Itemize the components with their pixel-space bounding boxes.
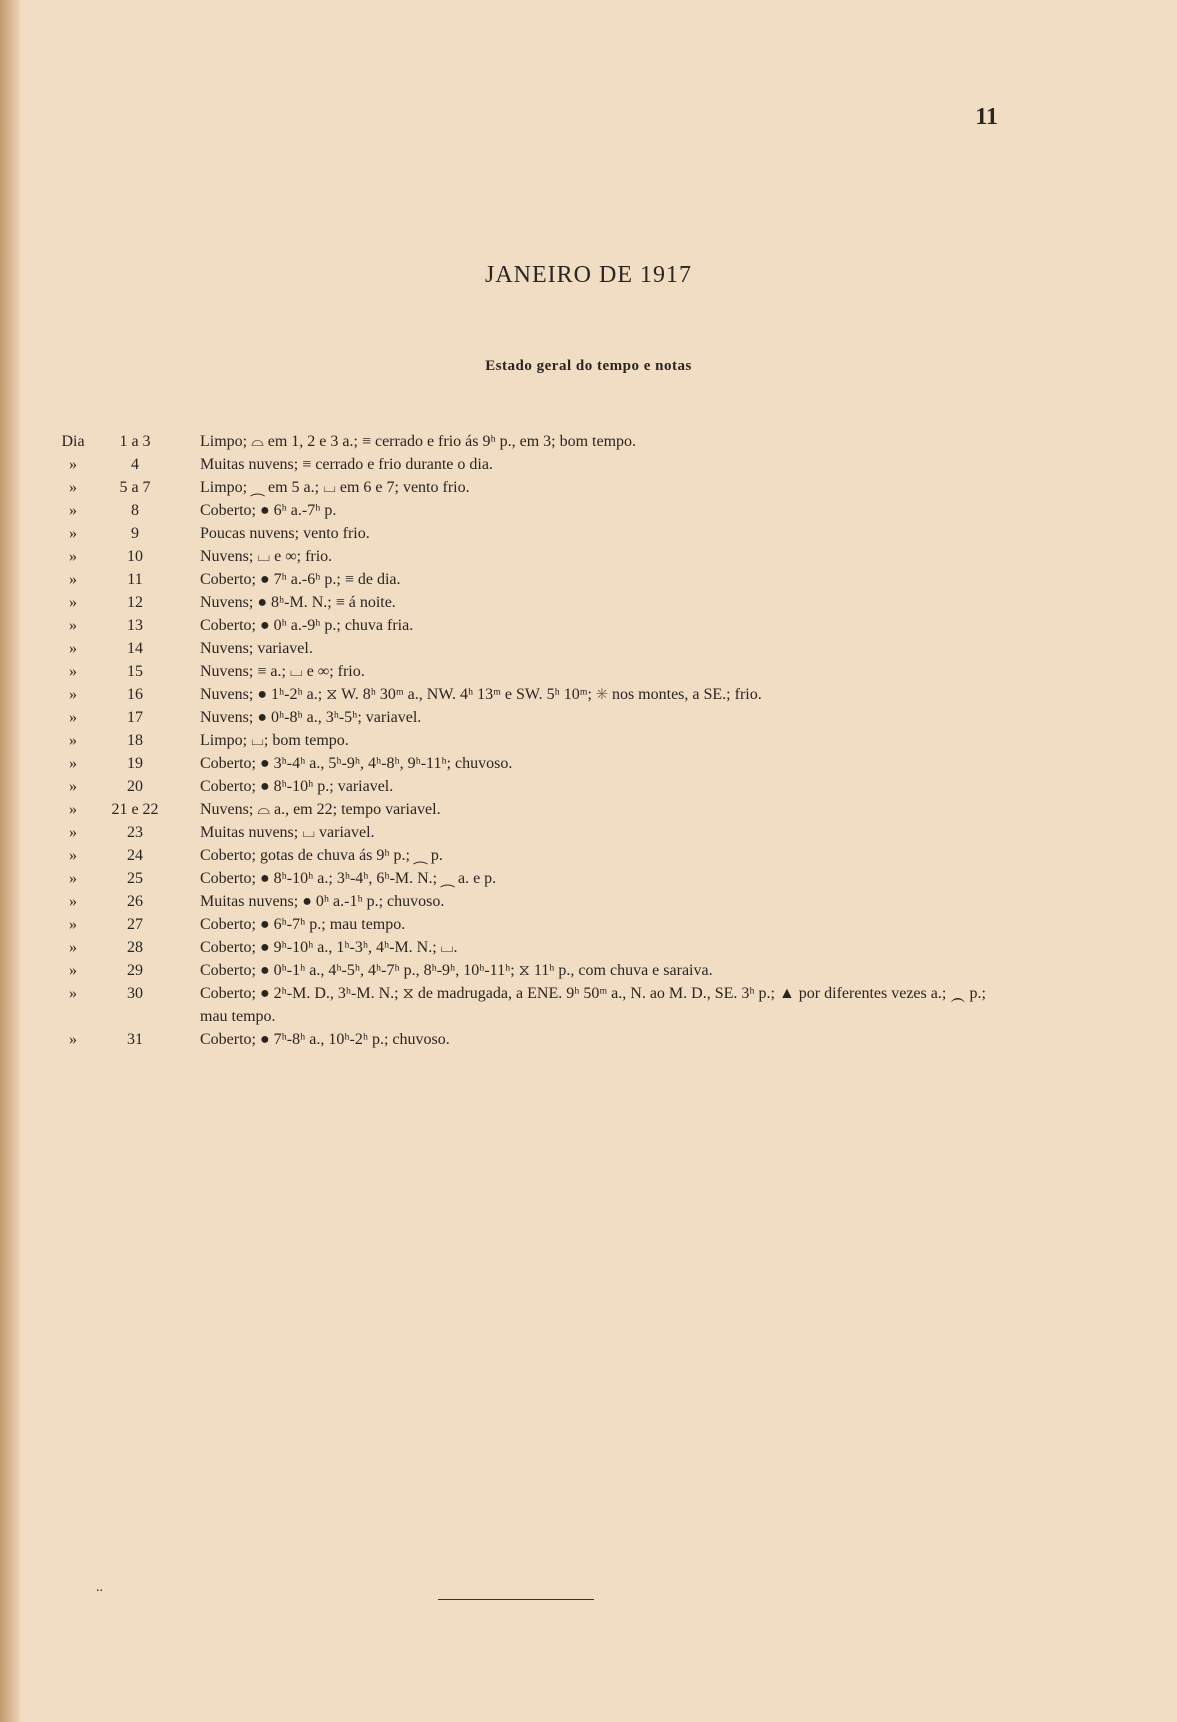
entry-marker: Dia (61, 433, 85, 450)
entry-marker: » (69, 571, 77, 588)
entry-day: 4 (131, 456, 139, 473)
entry-marker: » (69, 502, 77, 519)
entry-day: 19 (127, 755, 143, 772)
entry-marker: » (69, 870, 77, 887)
entry-marker: » (69, 962, 77, 979)
entry-description: Coberto; ● 7ʰ a.-6ʰ p.; ≡ de dia. (200, 571, 401, 588)
entry-marker: » (69, 916, 77, 933)
entry-day: 9 (131, 525, 139, 542)
list-item (0, 522, 1177, 545)
entry-marker: » (69, 709, 77, 726)
list-item (0, 591, 1177, 614)
list-item (0, 545, 1177, 568)
entry-description: Coberto; ● 6ʰ a.-7ʰ p. (200, 502, 337, 519)
entry-day: 21 e 22 (111, 801, 159, 818)
list-item (0, 936, 1177, 959)
entry-marker: » (69, 617, 77, 634)
entry-day: 23 (127, 824, 143, 841)
page-number: 11 (975, 104, 998, 130)
list-item (0, 1028, 1177, 1051)
entry-marker: » (69, 479, 77, 496)
entry-day: 14 (127, 640, 143, 657)
entry-description: Nuvens; ● 0ʰ-8ʰ a., 3ʰ-5ʰ; variavel. (200, 709, 422, 726)
list-item (0, 844, 1177, 867)
entry-description: Coberto; ● 7ʰ-8ʰ a., 10ʰ-2ʰ p.; chuvoso. (200, 1031, 450, 1048)
entry-description: Muitas nuvens; ⌴ variavel. (200, 824, 375, 841)
entry-day: 31 (127, 1031, 143, 1048)
list-item (0, 798, 1177, 821)
entry-description: Nuvens; ● 1ʰ-2ʰ a.; ⧖ W. 8ʰ 30ᵐ a., NW. 4ʰ 13ᵐ e SW. 5ʰ 10ᵐ; ✳ nos montes, a SE.; frio. (200, 686, 762, 703)
entry-marker: » (69, 778, 77, 795)
entry-marker: » (69, 801, 77, 818)
entry-marker: » (69, 594, 77, 611)
entry-day: 30 (127, 985, 143, 1002)
list-item (0, 453, 1177, 476)
entry-description: Nuvens; ≡ a.; ⌴ e ∞; frio. (200, 663, 365, 680)
entry-day: 20 (127, 778, 143, 795)
list-item (0, 568, 1177, 591)
entry-day: 24 (127, 847, 143, 864)
list-item (0, 982, 1177, 1028)
entry-marker: » (69, 456, 77, 473)
entry-description: Muitas nuvens; ● 0ʰ a.-1ʰ p.; chuvoso. (200, 893, 445, 910)
list-item (0, 683, 1177, 706)
entry-marker: » (69, 732, 77, 749)
entry-marker: » (69, 640, 77, 657)
list-item (0, 660, 1177, 683)
entry-day: 1 a 3 (119, 433, 151, 450)
entry-description: Coberto; ● 2ʰ-M. D., 3ʰ-M. N.; ⧖ de madrugada, a ENE. 9ʰ 50ᵐ a., N. ao M. D., SE. 3ʰ p.; ▲ por diferentes vezes a.; ⁔ p.; mau tempo. (200, 985, 986, 1025)
entry-description: Limpo; ⁔ em 5 a.; ⌴ em 6 e 7; vento frio. (200, 479, 470, 496)
entry-description: Nuvens; variavel. (200, 640, 313, 657)
entry-day: 18 (127, 732, 143, 749)
entry-description: Muitas nuvens; ≡ cerrado e frio durante o dia. (200, 456, 493, 473)
list-item (0, 637, 1177, 660)
entry-description: Limpo; ⌴; bom tempo. (200, 732, 349, 749)
entry-marker: » (69, 548, 77, 565)
list-item (0, 430, 1177, 453)
list-item (0, 775, 1177, 798)
entry-day: 11 (127, 571, 143, 588)
footer-marks: .. (96, 1580, 103, 1595)
entry-day: 27 (127, 916, 143, 933)
entry-day: 28 (127, 939, 143, 956)
entry-description: Coberto; ● 9ʰ-10ʰ a., 1ʰ-3ʰ, 4ʰ-M. N.; ⌴. (200, 939, 458, 956)
entry-day: 16 (127, 686, 143, 703)
entry-description: Nuvens; ⌓ a., em 22; tempo variavel. (200, 801, 441, 818)
entry-marker: » (69, 663, 77, 680)
entry-description: Coberto; ● 6ʰ-7ʰ p.; mau tempo. (200, 916, 406, 933)
entry-marker: » (69, 1031, 77, 1048)
list-item (0, 913, 1177, 936)
list-item (0, 614, 1177, 637)
entry-description: Limpo; ⌓ em 1, 2 e 3 a.; ≡ cerrado e frio ás 9ʰ p., em 3; bom tempo. (200, 433, 637, 450)
entry-description: Nuvens; ⌴ e ∞; frio. (200, 548, 333, 565)
entry-description: Coberto; ● 8ʰ-10ʰ a.; 3ʰ-4ʰ, 6ʰ-M. N.; ⁔ a. e p. (200, 870, 497, 887)
page-title: JANEIRO DE 1917 (485, 262, 692, 288)
list-item (0, 706, 1177, 729)
entry-day: 29 (127, 962, 143, 979)
entry-marker: » (69, 847, 77, 864)
entry-day: 8 (131, 502, 139, 519)
entry-day: 17 (127, 709, 143, 726)
entry-marker: » (69, 824, 77, 841)
entry-description: Coberto; gotas de chuva ás 9ʰ p.; ⁔ p. (200, 847, 443, 864)
section-subtitle: Estado geral do tempo e notas (485, 358, 692, 374)
entry-description: Poucas nuvens; vento frio. (200, 525, 370, 542)
list-item (0, 729, 1177, 752)
entry-day: 10 (127, 548, 143, 565)
entry-day: 5 a 7 (119, 479, 151, 496)
entry-marker: » (69, 755, 77, 772)
entry-description: Coberto; ● 0ʰ a.-9ʰ p.; chuva fria. (200, 617, 414, 634)
entry-marker: » (69, 686, 77, 703)
section-divider (438, 1599, 594, 1600)
entry-marker: » (69, 525, 77, 542)
list-item (0, 476, 1177, 499)
entry-marker: » (69, 939, 77, 956)
entry-description: Coberto; ● 0ʰ-1ʰ a., 4ʰ-5ʰ, 4ʰ-7ʰ p., 8ʰ-9ʰ, 10ʰ-11ʰ; ⧖ 11ʰ p., com chuva e saraiva. (200, 962, 713, 979)
entry-description: Nuvens; ● 8ʰ-M. N.; ≡ á noite. (200, 594, 396, 611)
entry-marker: » (69, 985, 77, 1002)
list-item (0, 867, 1177, 890)
entry-day: 12 (127, 594, 143, 611)
entry-day: 13 (127, 617, 143, 634)
entry-day: 26 (127, 893, 143, 910)
entry-description: Coberto; ● 8ʰ-10ʰ p.; variavel. (200, 778, 394, 795)
list-item (0, 959, 1177, 982)
entry-day: 15 (127, 663, 143, 680)
entry-marker: » (69, 893, 77, 910)
entry-description: Coberto; ● 3ʰ-4ʰ a., 5ʰ-9ʰ, 4ʰ-8ʰ, 9ʰ-11ʰ; chuvoso. (200, 755, 513, 772)
list-item (0, 890, 1177, 913)
list-item (0, 821, 1177, 844)
list-item (0, 499, 1177, 522)
entry-day: 25 (127, 870, 143, 887)
list-item (0, 752, 1177, 775)
weather-entries-list (0, 430, 1177, 1051)
